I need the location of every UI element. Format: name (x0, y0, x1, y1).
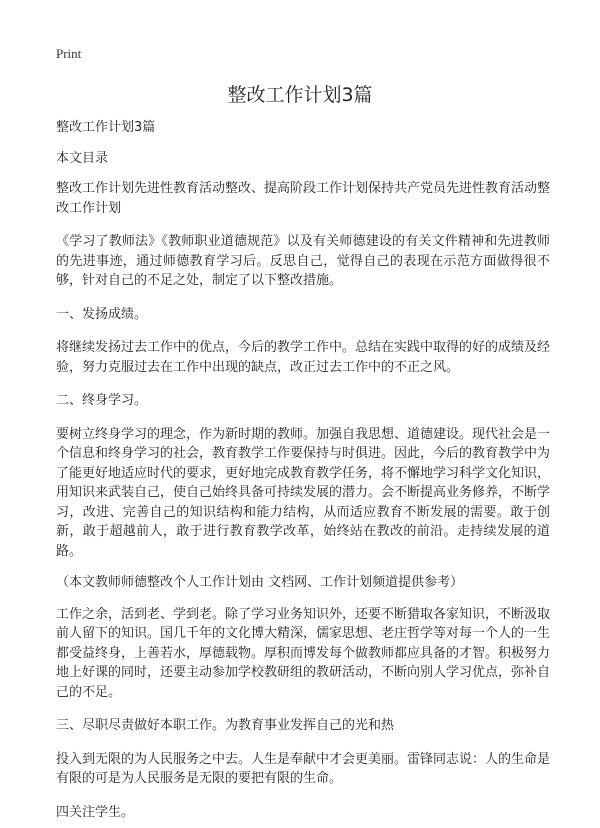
paragraph-intro: 《学习了教师法》《教师职业道德规范》以及有关师德建设的有关文件精神和先进教师的先进事迹，通过师德教育学习后。反思自己，觉得自己的表现在示范方面做得很不够，针对自己的不足之处，制定了以下整改措施。 (56, 234, 550, 288)
paragraph-section-2b: 工作之余，活到老、学到老。除了学习业务知识外，还要不断猎取各家知识，不断汲取前人留下的知识。国几千年的文化博大精深，儒家思想、老庄哲学等对每一个人的一生都受益终身，上善若水，厚德载物。厚积而博发每个做教师都应具备的才智。积极努力地上好课的同时，还要主动参加学校教研组的教研活动，不断向别人学习优点，弥补自己的不足。 (56, 606, 551, 700)
document-body (56, 118, 550, 822)
section-heading-3: 三、尽职尽责做好本职工作。为教育事业发挥自己的光和热 (56, 718, 395, 733)
toc-entries[interactable]: 整改工作计划先进性教育活动整改、提高阶段工作计划保持共产党员先进性教育活动整改工作计划 (56, 181, 551, 216)
paragraph-section-2: 要树立终身学习的理念，作为新时期的教师。加强自我思想、道德建设。现代社会是一个信息和终身学习的社会，教育教学工作要保持与时俱进。因此，今后的教育教学中为了能更好地适应时代的要求，更好地完成教育教学任务，将不懈地学习科学文化知识，用知识来武装自己，使自己始终具备可持续发展的潜力。会不断提高业务修养，不断学习，改进、完善自己的知识结构和能力结构，从而适应教育不断发展的需要。敢于创新，敢于超越前人，敢于进行教育教学改革，始终站在教改的前沿。走持续发展的道路。 (56, 426, 551, 559)
source-note: （本文教师师德整改个人工作计划由 文档网、工作计划频道提供参考） (56, 575, 464, 590)
document-title: 整改工作计划3篇 (227, 84, 373, 106)
document-subtitle: 整改工作计划3篇 (56, 120, 156, 135)
section-heading-2: 二、终身学习。 (56, 393, 148, 408)
paragraph-section-3: 投入到无限的为人民服务之中去。人生是奉献中才会更美丽。雷锋同志说：人的生命是有限的可是为人民服务是无限的要把有限的生命。 (56, 751, 551, 786)
paragraph-section-1: 将继续发扬过去工作中的优点，今后的教学工作中。总结在实践中取得的好的成绩及经验，努力克服过去在工作中出现的缺点，改正过去工作中的不正之风。 (56, 340, 551, 375)
print-label[interactable]: Print (56, 46, 82, 61)
section-heading-1: 一、发扬成绩。 (56, 306, 148, 322)
section-heading-4: 四关注学生。 (56, 804, 135, 820)
toc-heading: 本文目录 (56, 150, 109, 166)
